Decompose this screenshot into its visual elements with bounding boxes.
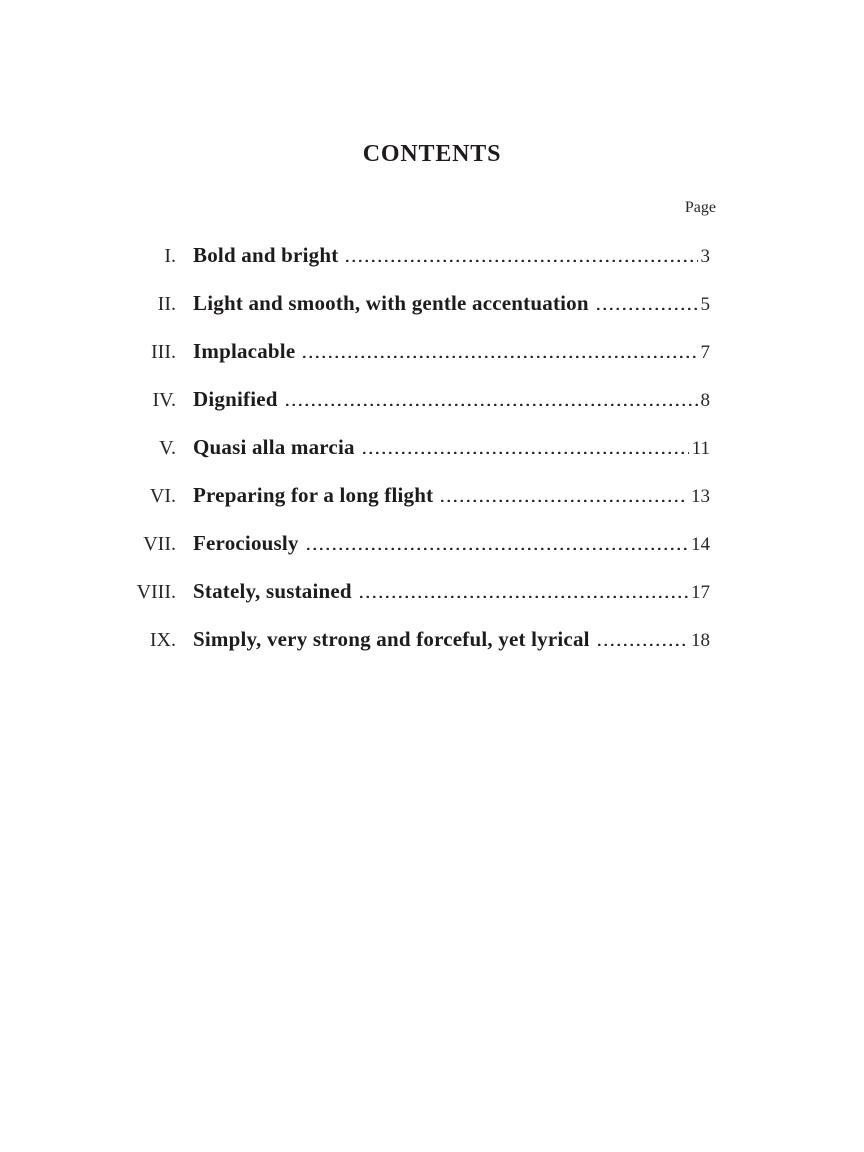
toc-entry — [120, 483, 710, 531]
toc-entry — [120, 339, 710, 387]
toc-entry-title: Preparing for a long flight — [193, 483, 434, 507]
dot-leader — [595, 306, 698, 310]
toc-entry-title: Stately, sustained — [193, 579, 352, 603]
toc-entry — [120, 387, 710, 435]
toc-entry-numeral: III. — [151, 341, 176, 363]
toc-entry-page-number: 14 — [691, 534, 710, 555]
dot-leader — [439, 498, 688, 502]
toc-entry-numeral: VIII. — [136, 581, 176, 603]
dot-leader — [596, 642, 688, 646]
toc-entry-numeral: II. — [157, 293, 176, 315]
table-of-contents — [120, 243, 710, 675]
toc-entry-page-number: 18 — [691, 630, 710, 651]
dot-leader — [301, 354, 697, 358]
toc-entry-page-number: 8 — [700, 390, 710, 411]
toc-entry-title: Quasi alla marcia — [193, 435, 355, 459]
toc-entry-page-number: 5 — [700, 294, 710, 315]
toc-entry-numeral: VII. — [143, 533, 176, 555]
dot-leader — [344, 258, 697, 262]
dot-leader — [305, 546, 688, 550]
toc-entry-title: Ferociously — [193, 531, 299, 555]
toc-entry — [120, 579, 710, 627]
dot-leader — [284, 402, 698, 406]
toc-entry-numeral: IX. — [149, 629, 176, 651]
toc-entry-numeral: V. — [159, 437, 176, 459]
toc-entry-page-number: 3 — [700, 246, 710, 267]
toc-entry — [120, 291, 710, 339]
toc-entry-page-number: 13 — [691, 486, 710, 507]
toc-entry — [120, 627, 710, 675]
toc-entry-page-number: 17 — [691, 582, 710, 603]
toc-entry — [120, 243, 710, 291]
toc-entry-title: Implacable — [193, 339, 296, 363]
dot-leader — [358, 594, 688, 598]
toc-entry-numeral: IV. — [152, 389, 176, 411]
toc-entry-title: Bold and bright — [193, 243, 339, 267]
toc-entry-title: Light and smooth, with gentle accentuation — [193, 291, 589, 315]
dot-leader — [361, 450, 689, 454]
page-title: CONTENTS — [362, 141, 502, 167]
toc-entry-page-number: 7 — [700, 342, 710, 363]
toc-entry-numeral: I. — [164, 245, 176, 267]
toc-entry-page-number: 11 — [691, 438, 710, 459]
toc-entry — [120, 531, 710, 579]
toc-entry-numeral: VI. — [149, 485, 176, 507]
toc-entry-title: Simply, very strong and forceful, yet lyrical — [193, 627, 590, 651]
toc-entry-title: Dignified — [193, 387, 278, 411]
page-column-label: Page — [684, 199, 716, 216]
toc-entry — [120, 435, 710, 483]
